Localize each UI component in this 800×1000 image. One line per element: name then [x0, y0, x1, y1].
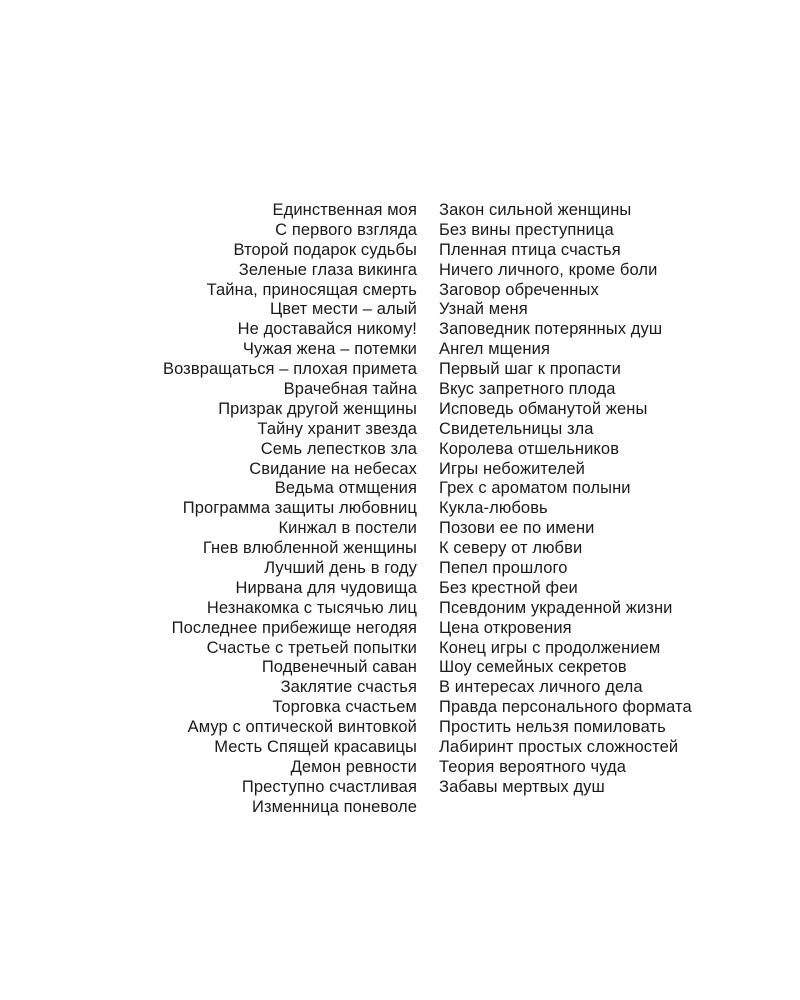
book-title: Врачебная тайна	[283, 380, 417, 399]
book-title: Призрак другой женщины	[218, 399, 417, 418]
book-title: Закон сильной женщины	[439, 201, 632, 219]
book-title: Кинжал в постели	[278, 519, 417, 538]
book-title: Грех с ароматом полыни	[439, 479, 631, 498]
book-title: Тайна, приносящая смерть	[206, 280, 417, 299]
book-title: Игры небожителей	[439, 459, 585, 478]
book-title: Забавы мертвых душ	[439, 777, 605, 796]
book-title: Гнев влюбленной женщины	[202, 539, 417, 558]
book-title: Торговка счастьем	[272, 698, 417, 717]
book-title: Кукла-любовь	[439, 499, 548, 518]
book-title: Правда персонального формата	[439, 698, 692, 717]
book-title: Возвращаться – плохая примета	[162, 360, 417, 379]
book-title: К северу от любви	[439, 539, 583, 558]
book-title: Цена откровения	[439, 618, 572, 637]
book-title: Лабиринт простых сложностей	[439, 738, 679, 757]
book-title: Незнакомка с тысячью лиц	[206, 598, 417, 617]
book-title: Изменница поневоле	[252, 797, 417, 816]
book-title: Не доставайся никому!	[237, 320, 417, 339]
book-title: Ничего личного, кроме боли	[439, 260, 658, 279]
book-title: В интересах личного дела	[439, 678, 643, 697]
left-title-column	[163, 201, 417, 818]
book-title: Цвет мести – алый	[269, 300, 417, 319]
book-title: Лучший день в году	[264, 559, 417, 578]
book-title: Без вины преступница	[439, 220, 614, 239]
book-title: Королева отшельников	[439, 439, 620, 458]
book-title: Месть Спящей красавицы	[214, 738, 417, 757]
book-title: Псевдоним украденной жизни	[439, 598, 673, 617]
book-title: Конец игры с продолжением	[439, 638, 661, 657]
book-title: Зеленые глаза викинга	[238, 260, 417, 279]
book-title: Теория вероятного чуда	[439, 757, 627, 776]
book-title: Простить нельзя помиловать	[439, 718, 666, 737]
book-title: Первый шаг к пропасти	[439, 360, 621, 379]
book-title: Свидание на небесах	[249, 459, 417, 478]
book-title: Единственная моя	[272, 201, 417, 219]
book-title: Пепел прошлого	[439, 559, 568, 578]
book-title: Узнай меня	[439, 300, 528, 319]
book-title: Ведьма отмщения	[274, 479, 417, 498]
book-title: Тайну хранит звезда	[257, 419, 417, 438]
book-title: Последнее прибежище негодяя	[171, 618, 417, 637]
book-title: Заговор обреченных	[439, 280, 599, 299]
book-title: Шоу семейных секретов	[439, 658, 627, 677]
book-title: Заклятие счастья	[280, 678, 417, 697]
book-title: Заповедник потерянных душ	[439, 320, 663, 339]
book-title: Позови ее по имени	[439, 519, 595, 538]
book-title: Семь лепестков зла	[260, 439, 417, 458]
book-title: Счастье с третьей попытки	[206, 638, 417, 657]
book-title: Ангел мщения	[439, 340, 550, 359]
book-title: Нирвана для чудовища	[235, 578, 417, 597]
book-title: Исповедь обманутой жены	[439, 399, 648, 418]
book-title: Без крестной феи	[439, 578, 578, 597]
book-title: Демон ревности	[290, 757, 417, 776]
book-title: Вкус запретного плода	[439, 380, 616, 399]
book-title: Свидетельницы зла	[439, 419, 594, 438]
book-title: Чужая жена – потемки	[242, 340, 417, 359]
book-title: С первого взгляда	[275, 220, 417, 239]
right-title-column	[439, 201, 692, 798]
book-title: Амур с оптической винтовкой	[187, 718, 417, 737]
book-title: Преступно счастливая	[241, 777, 417, 796]
book-title: Второй подарок судьбы	[233, 240, 417, 259]
book-title: Программа защиты любовниц	[182, 499, 417, 518]
book-title: Пленная птица счастья	[439, 240, 621, 259]
book-title: Подвенечный саван	[261, 658, 417, 677]
